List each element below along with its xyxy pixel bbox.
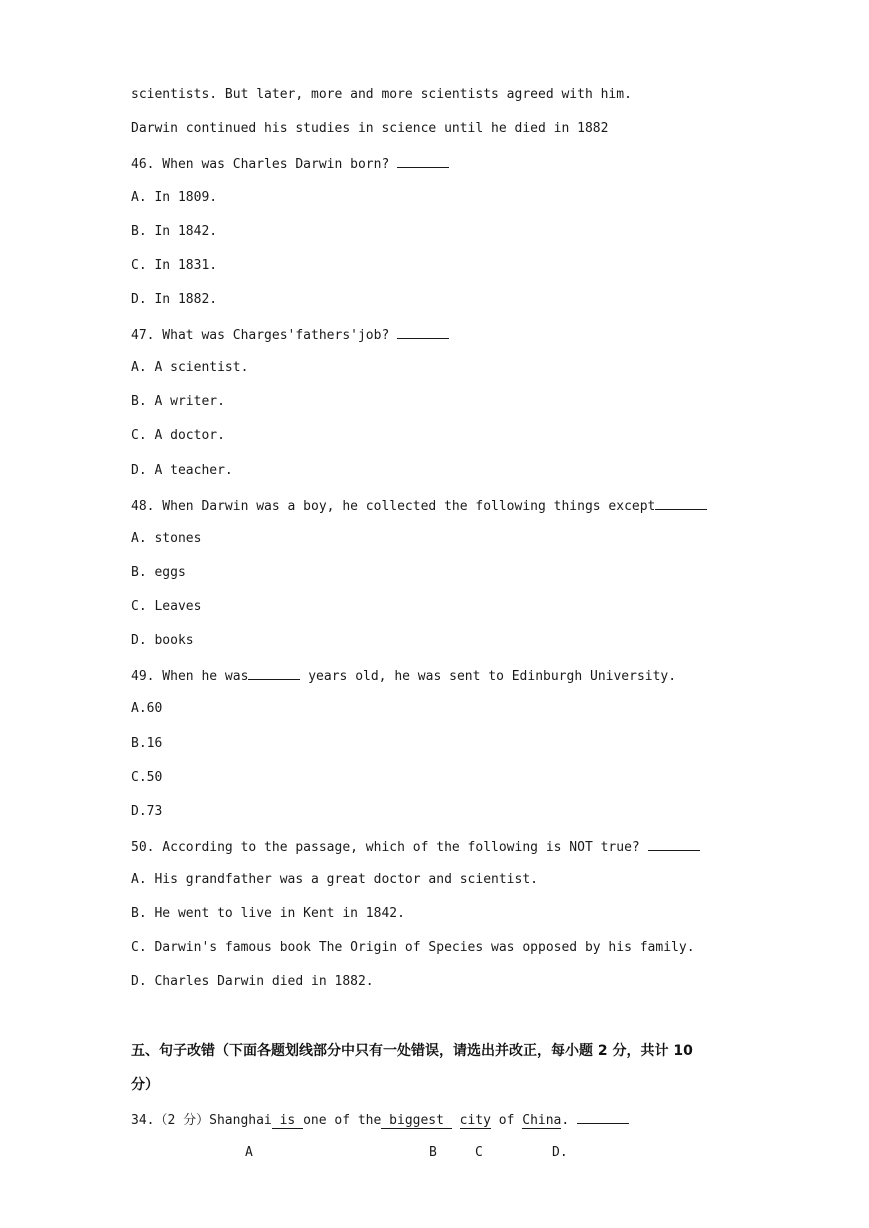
label-a: A xyxy=(245,1145,253,1160)
question-50-text: 50. According to the passage, which of the following is NOT true? xyxy=(131,840,648,855)
section-heading-line-2: 分） xyxy=(131,1077,159,1093)
question-49-option-a: A.60 xyxy=(131,701,163,716)
question-47-option-b: B. A writer. xyxy=(131,394,225,409)
answer-blank xyxy=(397,325,449,339)
label-b: B xyxy=(429,1145,437,1160)
question-50-option-b: B. He went to live in Kent in 1842. xyxy=(131,906,405,921)
question-49-option-d: D.73 xyxy=(131,804,163,819)
question-46-stem xyxy=(131,154,449,174)
question-48-option-b: B. eggs xyxy=(131,565,186,580)
question-46-option-d: D. In 1882. xyxy=(131,292,218,307)
question-49-text-before: 49. When he was xyxy=(131,669,249,684)
question-47-text: 47. What was Charges'fathers'job? xyxy=(131,328,398,343)
question-48-option-a: A. stones xyxy=(131,531,202,546)
answer-blank xyxy=(248,666,300,680)
question-49-stem xyxy=(131,666,676,686)
question-34-sentence xyxy=(131,1110,629,1130)
underlined-part-c: city xyxy=(459,1113,491,1128)
question-47-option-a: A. A scientist. xyxy=(131,360,249,375)
question-47-option-d: D. A teacher. xyxy=(131,463,233,478)
passage-line-2: Darwin continued his studies in science until he died in 1882 xyxy=(131,121,609,136)
question-49-option-c: C.50 xyxy=(131,770,163,785)
question-47-option-c: C. A doctor. xyxy=(131,428,225,443)
answer-blank xyxy=(577,1110,629,1124)
question-49-text-after: years old, he was sent to Edinburgh University. xyxy=(300,669,677,684)
question-48-option-d: D. books xyxy=(131,633,194,648)
question-50-option-d: D. Charles Darwin died in 1882. xyxy=(131,974,374,989)
answer-blank xyxy=(397,154,449,168)
section-heading-line-1: 五、句子改错（下面各题划线部分中只有一处错误，请选出并改正，每小题 2 分，共计 10 xyxy=(131,1043,693,1059)
question-48-option-c: C. Leaves xyxy=(131,599,202,614)
question-46-option-b: B. In 1842. xyxy=(131,224,218,239)
underlined-part-d: China xyxy=(522,1113,562,1128)
underlined-part-b: biggest xyxy=(381,1113,452,1128)
underlined-part-a: is xyxy=(271,1113,304,1128)
answer-blank xyxy=(648,837,700,851)
question-34-mid-2: of xyxy=(490,1113,523,1128)
question-46-text: 46. When was Charles Darwin born? xyxy=(131,157,398,172)
question-48-text: 48. When Darwin was a boy, he collected the following things except xyxy=(131,499,656,514)
question-47-stem xyxy=(131,325,449,345)
question-50-option-c: C. Darwin's famous book The Origin of Species was opposed by his family. xyxy=(131,940,695,955)
question-34-prefix: 34.（2 分）Shanghai xyxy=(131,1113,272,1128)
label-d: D. xyxy=(552,1145,568,1160)
passage-line-1: scientists. But later, more and more scientists agreed with him. xyxy=(131,87,632,102)
label-c: C xyxy=(475,1145,483,1160)
question-34-mid-1: one of the xyxy=(303,1113,382,1128)
question-34-suffix: . xyxy=(561,1113,578,1128)
answer-blank xyxy=(655,496,707,510)
question-49-option-b: B.16 xyxy=(131,736,163,751)
question-46-option-c: C. In 1831. xyxy=(131,258,218,273)
question-48-stem xyxy=(131,496,707,516)
question-50-stem xyxy=(131,837,700,857)
question-50-option-a: A. His grandfather was a great doctor and scientist. xyxy=(131,872,538,887)
question-46-option-a: A. In 1809. xyxy=(131,190,218,205)
